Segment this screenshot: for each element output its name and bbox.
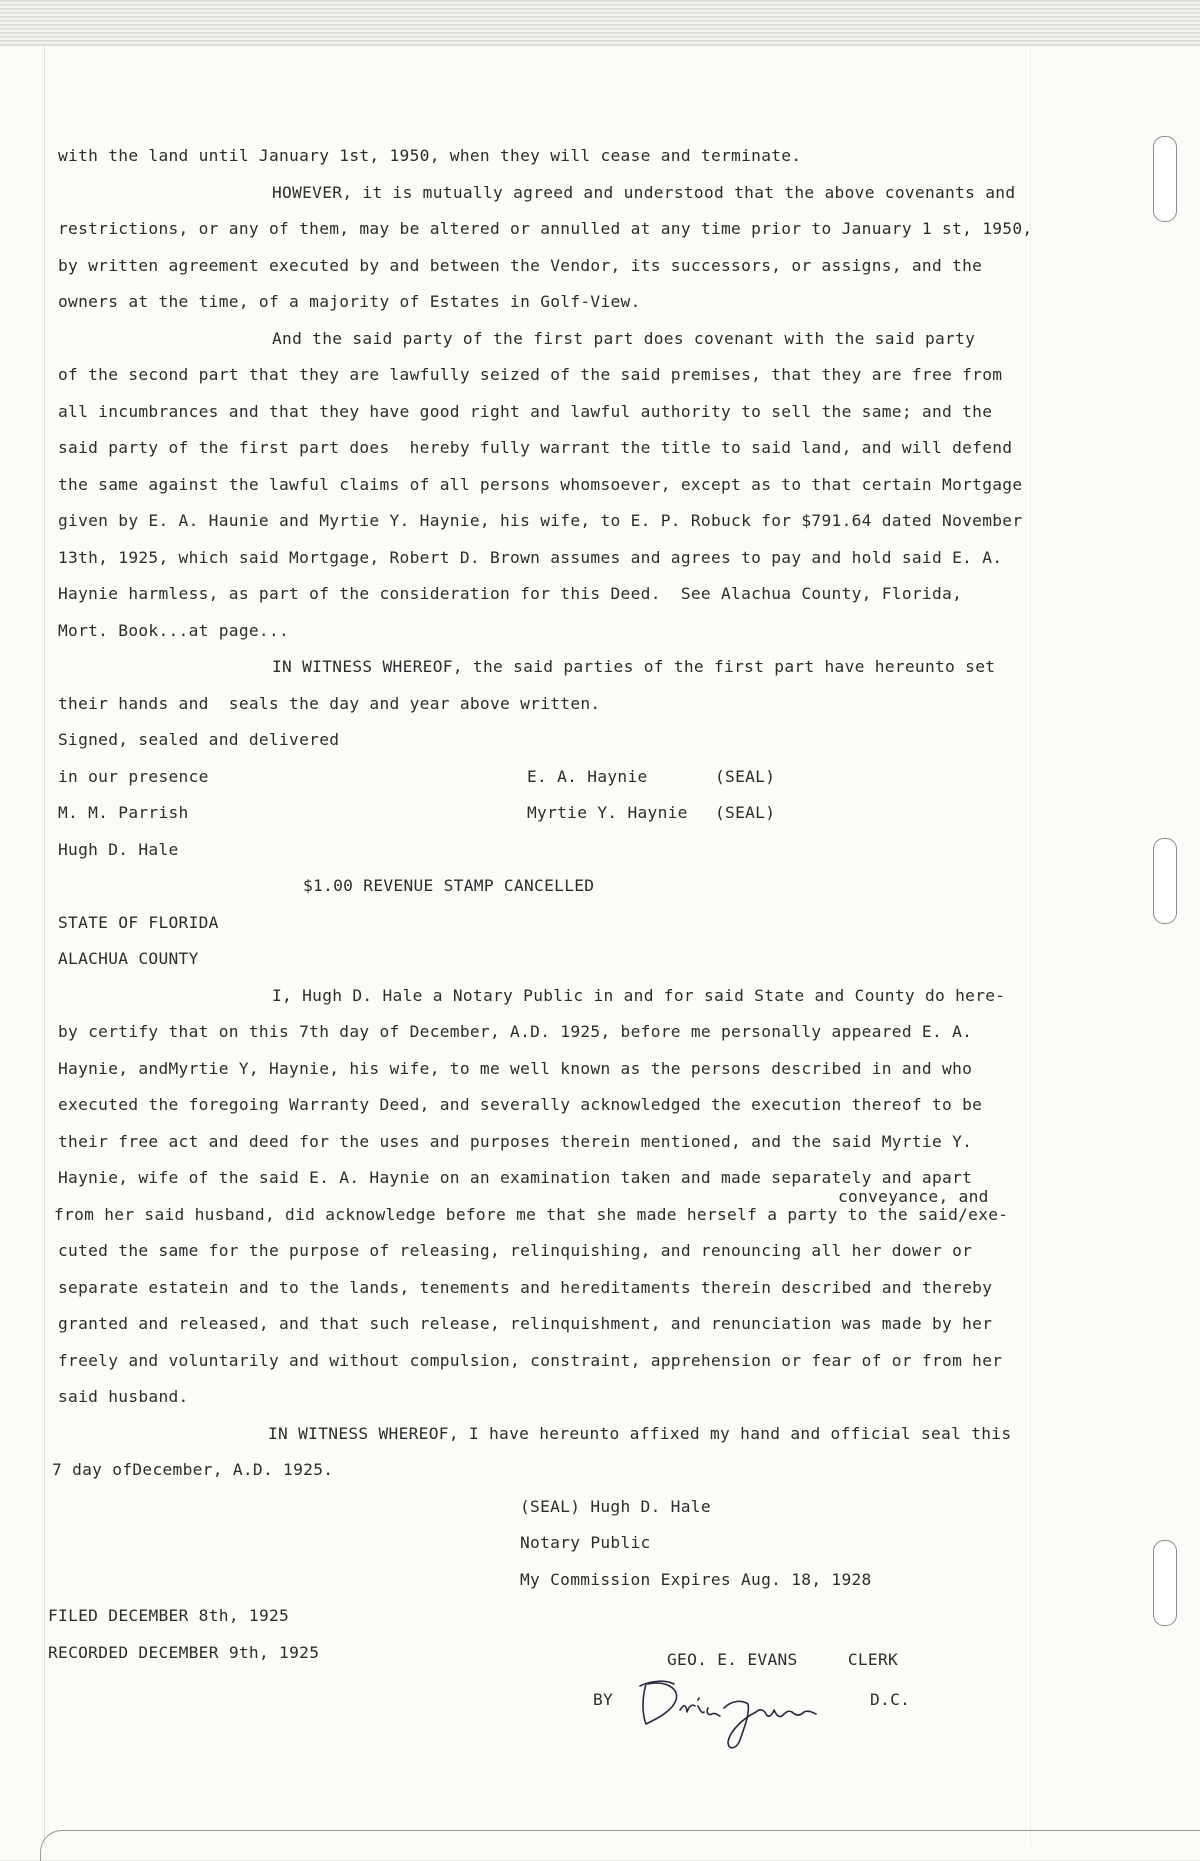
signature-drawing: [632, 1670, 858, 1754]
witness-name: Hugh D. Hale: [58, 840, 179, 859]
acknowledgment-line: their free act and deed for the uses and purposes therein mentioned, and the said Myrtie Y.: [58, 1132, 973, 1151]
deed-line: HOWEVER, it is mutually agreed and understood that the above covenants and: [272, 183, 1016, 202]
deputy-clerk-signature: [632, 1670, 858, 1754]
execution-presence: in our presence: [58, 767, 209, 786]
deputy-clerk-label: D.C.: [870, 1690, 911, 1709]
revenue-stamp-notice: $1.00 REVENUE STAMP CANCELLED: [303, 876, 595, 895]
deed-line: all incumbrances and that they have good right and lawful authority to sell the same; and the: [58, 402, 993, 421]
acknowledgment-line: Haynie, wife of the said E. A. Haynie on an examination taken and made separately and apart: [58, 1168, 973, 1187]
venue-state: STATE OF FLORIDA: [58, 913, 219, 932]
acknowledgment-line: said husband.: [58, 1387, 189, 1406]
deed-line: restrictions, or any of them, may be altered or annulled at any time prior to January 1 st, 1950,: [58, 219, 1033, 238]
deed-line: Mort. Book...at page...: [58, 621, 290, 640]
venue-county: ALACHUA COUNTY: [58, 949, 199, 968]
interlinear-insertion: conveyance, and: [838, 1187, 989, 1206]
grantor-signature: E. A. Haynie: [527, 767, 648, 786]
acknowledgment-line: separate estatein and to the lands, tenements and hereditaments therein described and thereby: [58, 1278, 993, 1297]
deed-line: And the said party of the first part does covenant with the said party: [272, 329, 976, 348]
acknowledgment-line: from her said husband, did acknowledge before me that she made herself a party to the said/exe-: [54, 1205, 1009, 1224]
grantor-signature: Myrtie Y. Haynie: [527, 803, 688, 822]
scan-top-band: [0, 0, 1200, 46]
deed-line: by written agreement executed by and between the Vendor, its successors, or assigns, and the: [58, 256, 983, 275]
notary-title: Notary Public: [520, 1533, 651, 1552]
deed-line: the same against the lawful claims of all persons whomsoever, except as to that certain Mortgage: [58, 475, 1023, 494]
binder-hole-icon: [1153, 838, 1177, 924]
notary-seal-name: (SEAL) Hugh D. Hale: [520, 1497, 711, 1516]
deed-line: with the land until January 1st, 1950, when they will cease and terminate.: [58, 146, 802, 165]
recorded-date: RECORDED DECEMBER 9th, 1925: [48, 1643, 320, 1662]
filed-date: FILED DECEMBER 8th, 1925: [48, 1606, 290, 1625]
deed-line: their hands and seals the day and year above written.: [58, 694, 601, 713]
deed-line: given by E. A. Haunie and Myrtie Y. Haynie, his wife, to E. P. Robuck for $791.64 dated November: [58, 511, 1023, 530]
deed-line: of the second part that they are lawfully seized of the said premises, that they are free from: [58, 365, 1003, 384]
deed-line: 13th, 1925, which said Mortgage, Robert D. Brown assumes and agrees to pay and hold said E. A.: [58, 548, 1003, 567]
notary-commission: My Commission Expires Aug. 18, 1928: [520, 1570, 872, 1589]
acknowledgment-line: granted and released, and that such release, relinquishment, and renunciation was made by her: [58, 1314, 993, 1333]
seal-label: (SEAL): [715, 803, 776, 822]
acknowledgment-line: by certify that on this 7th day of December, A.D. 1925, before me personally appeared E. A.: [58, 1022, 973, 1041]
deed-line: said party of the first part does hereby fully warrant the title to said land, and will defend: [58, 438, 1013, 457]
right-margin-rule: [1030, 46, 1031, 1846]
acknowledgment-line: IN WITNESS WHEREOF, I have hereunto affixed my hand and official seal this: [268, 1424, 1012, 1443]
acknowledgment-line: freely and voluntarily and without compulsion, constraint, apprehension or fear of or from her: [58, 1351, 1003, 1370]
left-margin-rule: [44, 46, 45, 1846]
deed-line: owners at the time, of a majority of Estates in Golf-View.: [58, 292, 641, 311]
by-label: BY: [593, 1690, 614, 1709]
acknowledgment-line: Haynie, andMyrtie Y, Haynie, his wife, to me well known as the persons described in and who: [58, 1059, 973, 1078]
seal-label: (SEAL): [715, 767, 776, 786]
deed-line: Haynie harmless, as part of the consideration for this Deed. See Alachua County, Florida,: [58, 584, 963, 603]
witness-name: M. M. Parrish: [58, 803, 189, 822]
clerk-name: GEO. E. EVANS CLERK: [667, 1650, 899, 1669]
acknowledgment-line: 7 day ofDecember, A.D. 1925.: [52, 1460, 334, 1479]
deed-line: Signed, sealed and delivered: [58, 730, 340, 749]
acknowledgment-line: executed the foregoing Warranty Deed, and severally acknowledged the execution thereof to be: [58, 1095, 983, 1114]
binder-hole-icon: [1153, 1540, 1177, 1626]
binder-hole-icon: [1153, 136, 1177, 222]
deed-line: IN WITNESS WHEREOF, the said parties of the first part have hereunto set: [272, 657, 996, 676]
page-curl-edge: [40, 1830, 1200, 1861]
acknowledgment-line: cuted the same for the purpose of releasing, relinquishing, and renouncing all her dower or: [58, 1241, 973, 1260]
acknowledgment-line: I, Hugh D. Hale a Notary Public in and for said State and County do here-: [272, 986, 1006, 1005]
